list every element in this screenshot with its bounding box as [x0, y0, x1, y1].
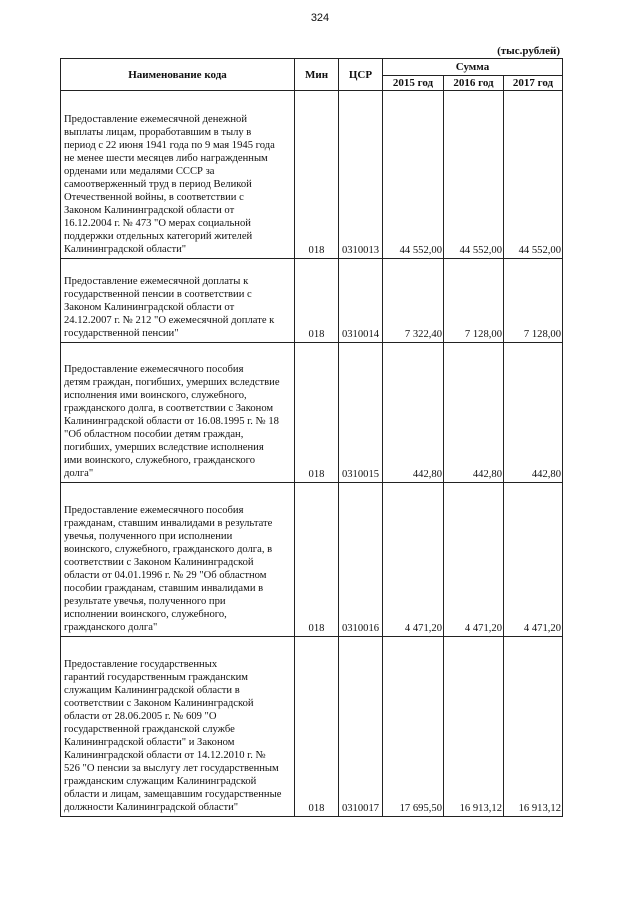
row-min: 018	[295, 637, 339, 817]
row-description: Предоставление ежемесячного пособия детям граждан, погибших, умерших вследствие исполнения ими воинского, служебного, гражданского долга, в соответствии с Законом Калининградской области от 16.08.1995 г. № 18 "Об областном пособии детям граждан, погибших, умерших вследствие исполнения ими воинского, служебного, гражданского долга"	[61, 343, 295, 483]
row-description: Предоставление государственных гарантий государственным гражданским служащим Калининградской области в соответствии с Законом Калининградской области от 28.06.2005 г. № 609 "О государственной гражданской службе Калининградской области" и Законом Калининградской области от 14.12.2010 г. № 526 "О пенсии за выслугу лет государственным гражданским служащим Калининградской области и лицам, замещавшим государственные должности Калининградской области"	[61, 637, 295, 817]
row-value-2015: 44 552,00	[383, 91, 444, 259]
table-row	[61, 483, 563, 637]
table-row	[61, 91, 563, 259]
row-value-2017: 44 552,00	[504, 91, 563, 259]
header-name: Наименование кода	[61, 59, 295, 91]
table-row	[61, 637, 563, 817]
row-description: Предоставление ежемесячного пособия гражданам, ставшим инвалидами в результате увечья, полученного при исполнении воинского, служебного, гражданского долга, в соответствии с Законом Калининградской области от 04.01.1996 г. № 29 "Об областном пособии гражданам, ставшим инвалидами в результате увечья, полученного при исполнении воинского, служебного, гражданского долга"	[61, 483, 295, 637]
row-csr: 0310017	[339, 637, 383, 817]
header-year-2015: 2015 год	[383, 76, 444, 91]
row-value-2016: 7 128,00	[444, 259, 504, 343]
row-csr: 0310013	[339, 91, 383, 259]
row-min: 018	[295, 343, 339, 483]
row-value-2017: 442,80	[504, 343, 563, 483]
header-year-2016: 2016 год	[444, 76, 504, 91]
row-value-2015: 4 471,20	[383, 483, 444, 637]
row-value-2017: 16 913,12	[504, 637, 563, 817]
row-value-2017: 4 471,20	[504, 483, 563, 637]
row-value-2017: 7 128,00	[504, 259, 563, 343]
row-csr: 0310016	[339, 483, 383, 637]
row-min: 018	[295, 91, 339, 259]
row-csr: 0310015	[339, 343, 383, 483]
row-description: Предоставление ежемесячной доплаты к государственной пенсии в соответствии с Законом Калининградской области от 24.12.2007 г. № 212 "О ежемесячной доплате к государственной пенсии"	[61, 259, 295, 343]
row-min: 018	[295, 259, 339, 343]
row-value-2016: 4 471,20	[444, 483, 504, 637]
row-value-2016: 16 913,12	[444, 637, 504, 817]
table-row	[61, 259, 563, 343]
budget-table	[60, 58, 563, 817]
table-row	[61, 343, 563, 483]
row-value-2015: 17 695,50	[383, 637, 444, 817]
header-csr: ЦСР	[339, 59, 383, 91]
row-value-2016: 44 552,00	[444, 91, 504, 259]
row-csr: 0310014	[339, 259, 383, 343]
header-sum: Сумма	[383, 59, 563, 76]
units-label: (тыс.рублей)	[497, 45, 560, 57]
row-description: Предоставление ежемесячной денежной выплаты лицам, проработавшим в тылу в период с 22 июня 1941 года по 9 мая 1945 года не менее шести месяцев либо награжденным орденами или медалями СССР за самоотверженный труд в период Великой Отечественной войны, в соответствии с Законом Калининградской области от 16.12.2004 г. № 473 "О мерах социальной поддержки отдельных категорий жителей Калининградской области"	[61, 91, 295, 259]
row-value-2016: 442,80	[444, 343, 504, 483]
row-value-2015: 7 322,40	[383, 259, 444, 343]
page-number: 324	[310, 12, 330, 24]
header-min: Мин	[295, 59, 339, 91]
row-value-2015: 442,80	[383, 343, 444, 483]
header-year-2017: 2017 год	[504, 76, 563, 91]
row-min: 018	[295, 483, 339, 637]
